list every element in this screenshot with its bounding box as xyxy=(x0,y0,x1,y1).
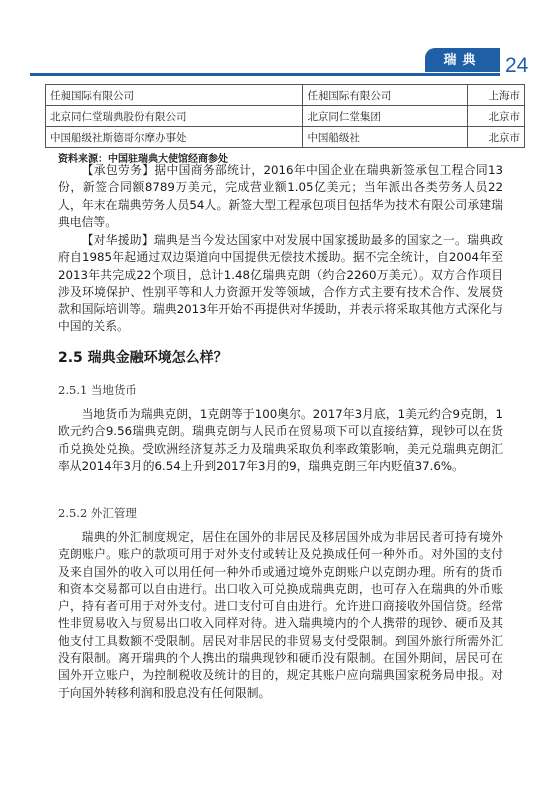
subsection-heading: 2.5.1 当地货币 xyxy=(58,383,137,397)
page-number: 24 xyxy=(505,54,529,77)
source-note: 资料来源：中国驻瑞典大使馆经商参处 xyxy=(58,154,228,165)
table-row xyxy=(46,106,525,127)
table-cell: 北京市 xyxy=(468,106,525,127)
table-cell: 北京同仁堂瑞典股份有限公司 xyxy=(46,106,303,127)
paragraph-contract-labor: 【承包劳务】据中国商务部统计，2016年中国企业在瑞典新签承包工程合同13份，新签合同额8789万美元，完成营业额1.05亿美元；当年派出各类劳务人员22人，年末在瑞典劳务人员54人。新签大型工程承包项目包括华为技术有限公司承建瑞典电信等。 xyxy=(58,163,503,229)
header-rule xyxy=(30,73,500,76)
header-section-label: 瑞典 xyxy=(443,53,482,68)
paragraph-aid-to-china: 【对华援助】瑞典是当今发达国家中对发展中国家援助最多的国家之一。瑞典政府自1985年起通过双边渠道向中国提供无偿技术援助。据不完全统计，自2004年至2013年共完成22个项目，总计1.48亿瑞典克朗（约合2260万美元）。双方合作项目涉及环境保护、性别平等和人力资源开发等领域，合作方式主要有技术合作、发展贷款和国际培训等。瑞典2013年开始不再提供对华援助，并表示将采取其他方式深化与中国的关系。 xyxy=(58,233,503,334)
table-row xyxy=(46,127,525,148)
table-cell: 中国船级社 xyxy=(303,127,468,148)
paragraph-local-currency: 当地货币为瑞典克朗，1克朗等于100奥尔。2017年3月底，1美元约合9克朗，1欧元约合9.56瑞典克朗。瑞典克朗与人民币在贸易项下可以直接结算，现钞可以在货币兑换处兑换。受欧洲经济复苏乏力及瑞典采取负利率政策影响，美元兑瑞典克朗汇率从2014年3月的6.54上升到2017年3月的9，瑞典克朗三年内贬值37.6%。 xyxy=(58,407,503,473)
table-cell: 北京同仁堂集团 xyxy=(303,106,468,127)
table-cell: 任昶国际有限公司 xyxy=(46,85,303,106)
section-heading: 2.5 瑞典金融环境怎么样？ xyxy=(58,350,228,366)
table-row xyxy=(46,85,525,106)
table-cell: 任昶国际有限公司 xyxy=(303,85,468,106)
table-cell: 上海市 xyxy=(468,85,525,106)
table-cell: 北京市 xyxy=(468,127,525,148)
paragraph-forex-management: 瑞典的外汇制度规定，居住在国外的非居民及移居国外成为非居民者可持有境外克朗账户。账户的款项可用于对外支付或转让及兑换成任何一种外币。对外国的支付及来自国外的收入可以用任何一种外币或通过境外克朗账户以克朗办理。所有的货币和资本交易都可以自由进行。出口收入可兑换成瑞典克朗，也可存入在瑞典的外币账户，持有者可用于对外支付。进口支付可自由进行。允许进口商接收外国信贷。经常性非贸易收入与贸易出口收入同样对待。进入瑞典境内的个人携带的现钞、硬币及其他支付工具数额不受限制。居民对非居民的非贸易支付受限制。到国外旅行所需外汇没有限制。离开瑞典的个人携出的瑞典现钞和硬币没有限制。在国外期间，居民可在国外开立账户，为控制税收及统计的目的，规定其账户应向瑞典国家税务局申报。对于向国外转移利润和股息没有任何限制。 xyxy=(58,530,503,700)
companies-table xyxy=(45,84,525,148)
subsection-heading: 2.5.2 外汇管理 xyxy=(58,506,137,520)
table-cell: 中国船级社斯德哥尔摩办事处 xyxy=(46,127,303,148)
page-header xyxy=(0,0,559,77)
